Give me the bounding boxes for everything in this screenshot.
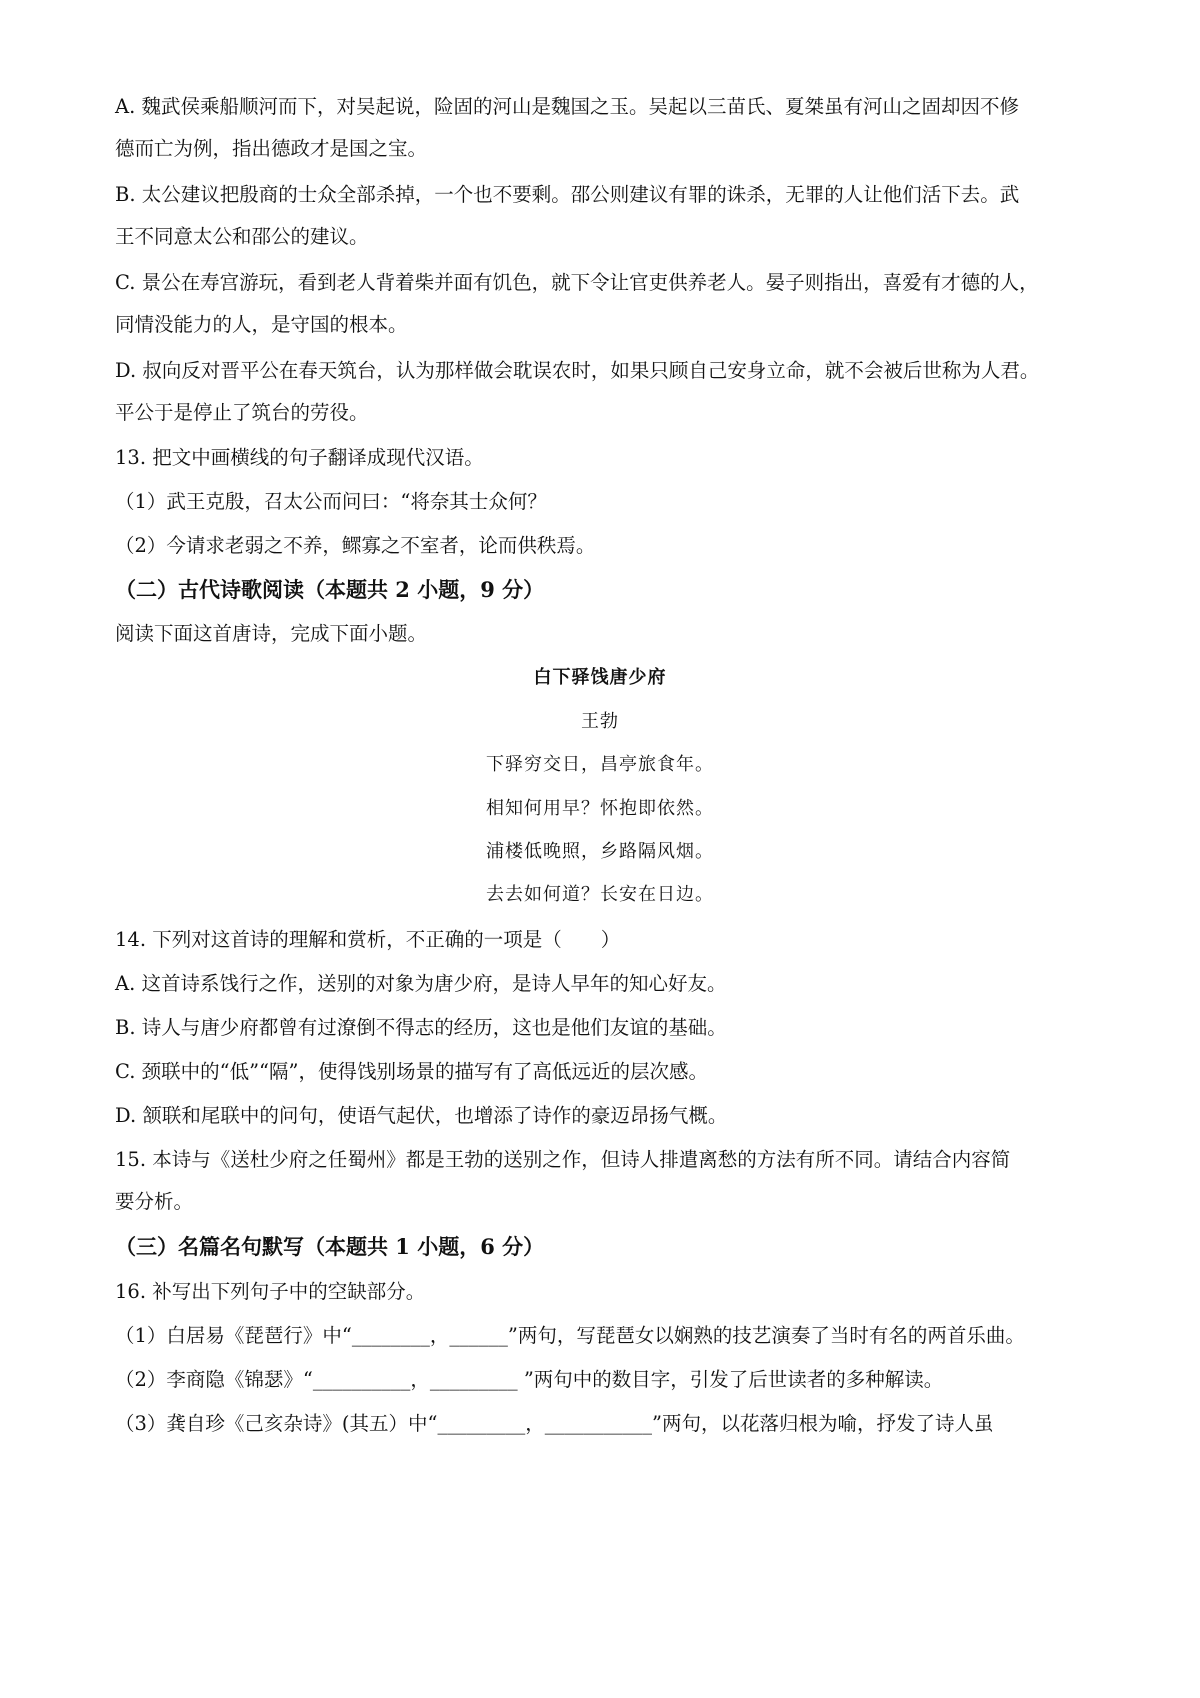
question-15-line2: 要分析。	[115, 1190, 194, 1213]
question-16: 16. 补写出下列句子中的空缺部分。	[115, 1280, 426, 1303]
option-12d-line2: 平公于是停止了筑台的劳役。	[115, 401, 369, 424]
poem-verse: 相知何用早？怀抱即依然。	[486, 798, 714, 819]
section-heading-poetry: （二）古代诗歌阅读（本题共 2 小题，9 分）	[115, 577, 545, 602]
poem-verse: 浦楼低晚照，乡路隔风烟。	[486, 841, 714, 862]
poetry-instruction: 阅读下面这首唐诗，完成下面小题。	[115, 622, 428, 645]
option-14d: D. 颔联和尾联中的问句，使语气起伏，也增添了诗作的豪迈昂扬气概。	[115, 1104, 728, 1127]
option-14a: A. 这首诗系饯行之作，送别的对象为唐少府，是诗人早年的知心好友。	[115, 972, 727, 995]
option-14c: C. 颈联中的“低”“隔”，使得饯别场景的描写有了高低远近的层次感。	[115, 1060, 708, 1083]
option-12d-line1: D. 叔向反对晋平公在春天筑台，认为那样做会耽误农时，如果只顾自己安身立命，就不会被后世称为人君。	[115, 359, 1040, 382]
poem-verse: 去去如何道？长安在日边。	[486, 884, 714, 905]
option-12a-line2: 德而亡为例，指出德政才是国之宝。	[115, 137, 428, 160]
option-12a-line1: A. 魏武侯乘船顺河而下，对吴起说，险固的河山是魏国之玉。吴起以三苗氏、夏桀虽有河山之固却因不修	[115, 95, 1019, 118]
poem-author: 王勃	[581, 711, 619, 732]
poem-title: 白下驿饯唐少府	[533, 667, 667, 688]
question-13-part2: （2）今请求老弱之不养，鳏寡之不室者，论而供秩焉。	[115, 534, 596, 557]
option-12c-line1: C. 景公在寿宫游玩，看到老人背着柴并面有饥色，就下令让官吏供养老人。晏子则指出，喜爱有才德的人，	[115, 271, 1039, 294]
option-12c-line2: 同情没能力的人，是守国的根本。	[115, 313, 408, 336]
question-16-part1: （1）白居易《琵琶行》中“________，______”两句，写琵琶女以娴熟的技艺演奏了当时有名的两首乐曲。	[115, 1324, 1025, 1347]
option-12b-line2: 王不同意太公和邵公的建议。	[115, 225, 369, 248]
option-14b: B. 诗人与唐少府都曾有过潦倒不得志的经历，这也是他们友谊的基础。	[115, 1016, 727, 1039]
section-heading-recitation: （三）名篇名句默写（本题共 1 小题，6 分）	[115, 1234, 545, 1259]
question-15-line1: 15. 本诗与《送杜少府之任蜀州》都是王勃的送别之作，但诗人排遣离愁的方法有所不同。请结合内容简	[115, 1148, 1011, 1171]
poem-verse: 下驿穷交日，昌亭旅食年。	[486, 754, 714, 775]
question-16-part3: （3）龚自珍《己亥杂诗》(其五）中“_________，___________”两句，以花落归根为喻，抒发了诗人虽	[115, 1412, 994, 1435]
question-14: 14. 下列对这首诗的理解和赏析，不正确的一项是（ ）	[115, 928, 621, 951]
option-12b-line1: B. 太公建议把殷商的士众全部杀掉，一个也不要剩。邵公则建议有罪的诛杀，无罪的人让他们活下去。武	[115, 183, 1020, 206]
question-13: 13. 把文中画横线的句子翻译成现代汉语。	[115, 446, 484, 469]
question-13-part1: （1）武王克殷，召太公而问曰：“将奈其士众何？	[115, 490, 547, 513]
question-16-part2: （2）李商隐《锦瑟》“__________，_________ ”两句中的数目字，引发了后世读者的多种解读。	[115, 1368, 944, 1391]
